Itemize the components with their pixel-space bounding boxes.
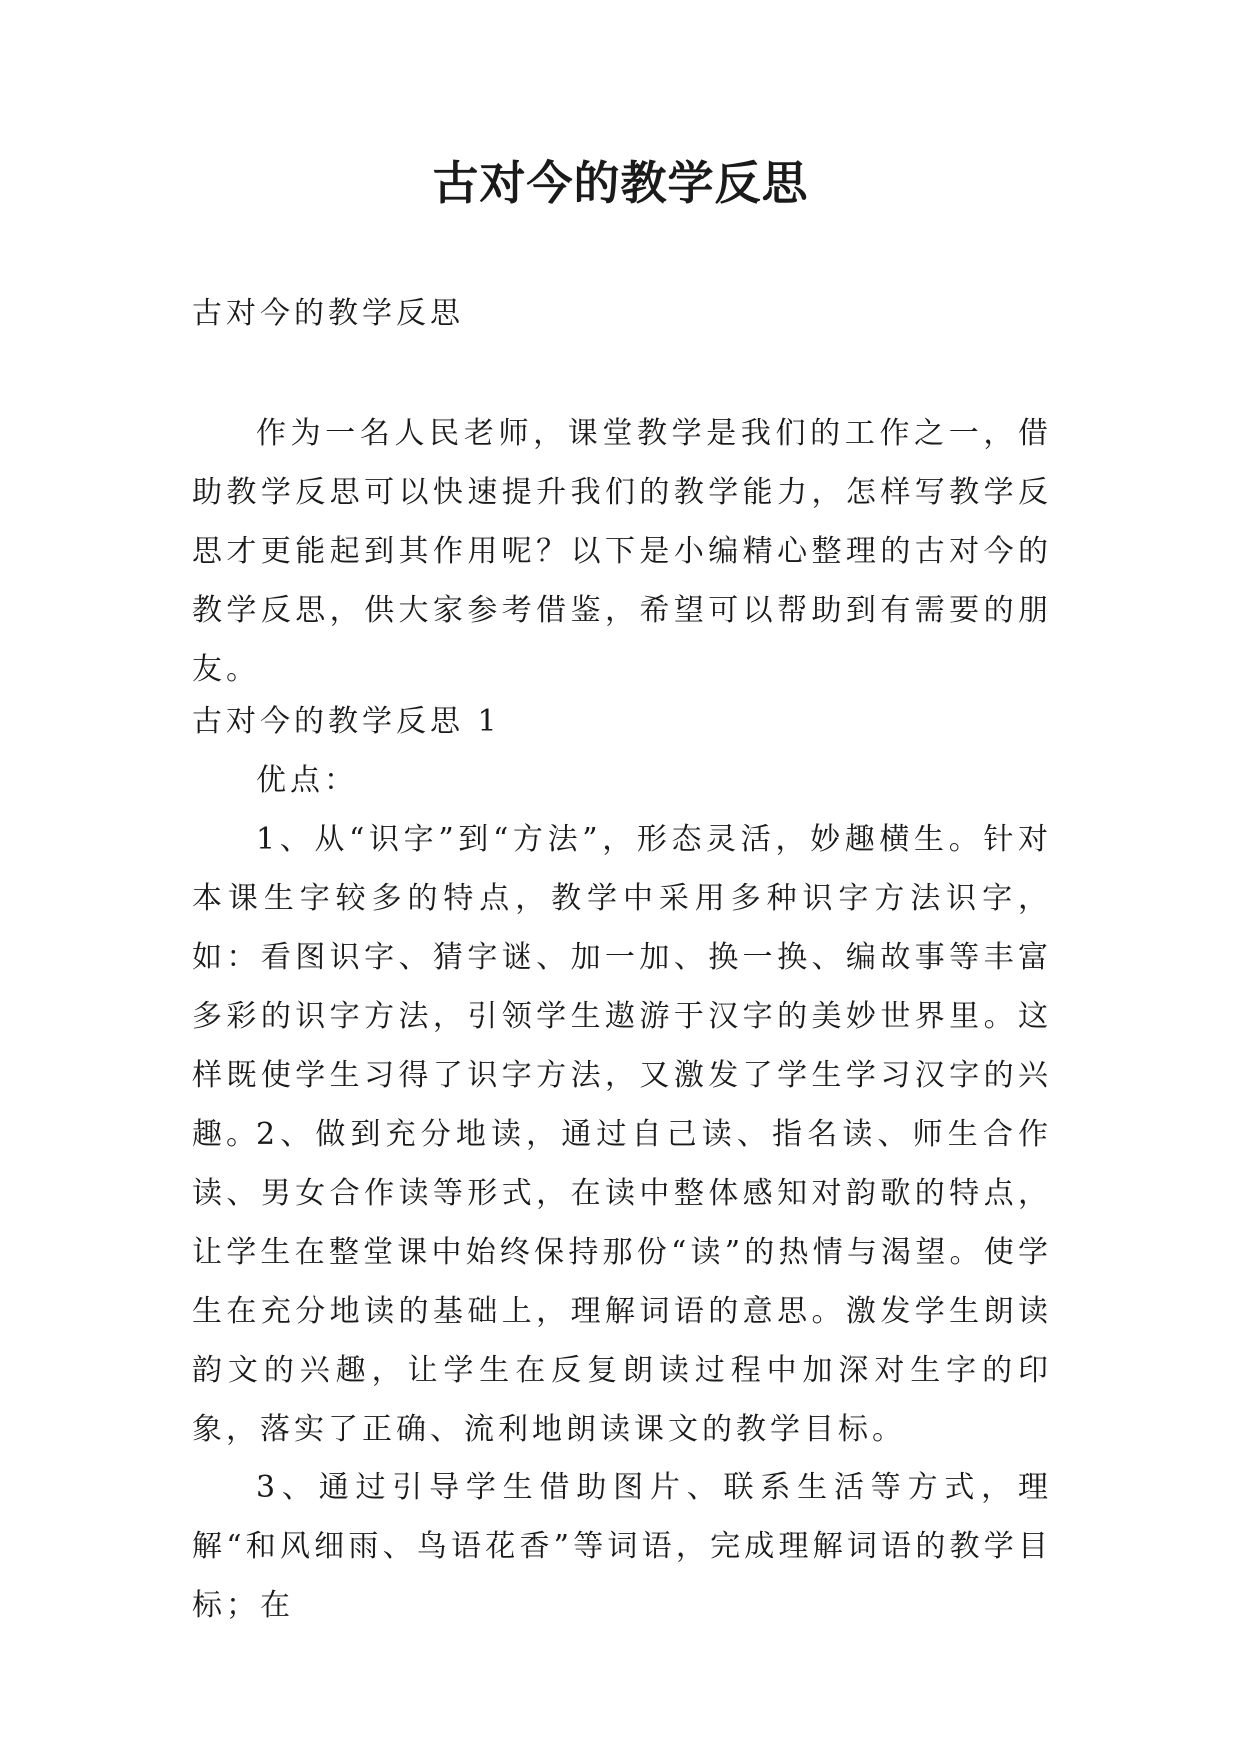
merit-point-2: 2、做到充分地读，通过自己读、指名读、师生合作读、男女合作读等形式，在读中整体感知对韵歌的特点，让学生在整堂课中始终保持那份“读”的热情与渴望。使学生在充分地读的基础上，理解词语的意思。激发学生朗读韵文的兴趣，让学生在反复朗读过程中加深对生字的印象，落实了正确、流利地朗读课文的教学目标。 <box>192 1117 1052 1447</box>
merit-point-3: 3、通过引导学生借助图片、联系生活等方式，理解“和风细雨、鸟语花香”等词语，完成理解词语的教学目标；在 <box>192 1470 1052 1623</box>
merit-point-1: 1、从“识字”到“方法”，形态灵活，妙趣横生。针对本课生字较多的特点，教学中采用多种识字方法识字，如：看图识字、猜字谜、加一加、换一换、编故事等丰富多彩的识字方法，引领学生遨游于汉字的美妙世界里。这样既使学生习得了识字方法，又激发了学生学习汉字的兴趣。 <box>192 822 1052 1152</box>
merits-label: 优点： <box>256 763 358 798</box>
intro-paragraph: 作为一名人民老师，课堂教学是我们的工作之一，借助教学反思可以快速提升我们的教学能力，怎样写教学反思才更能起到其作用呢？以下是小编精心整理的古对今的教学反思，供大家参考借鉴，希望可以帮助到有需要的朋友。 <box>192 416 1052 687</box>
section-heading: 古对今的教学反思 1 <box>192 704 501 739</box>
document-title: 古对今的教学反思 <box>432 156 809 210</box>
document-subtitle: 古对今的教学反思 <box>192 296 464 331</box>
